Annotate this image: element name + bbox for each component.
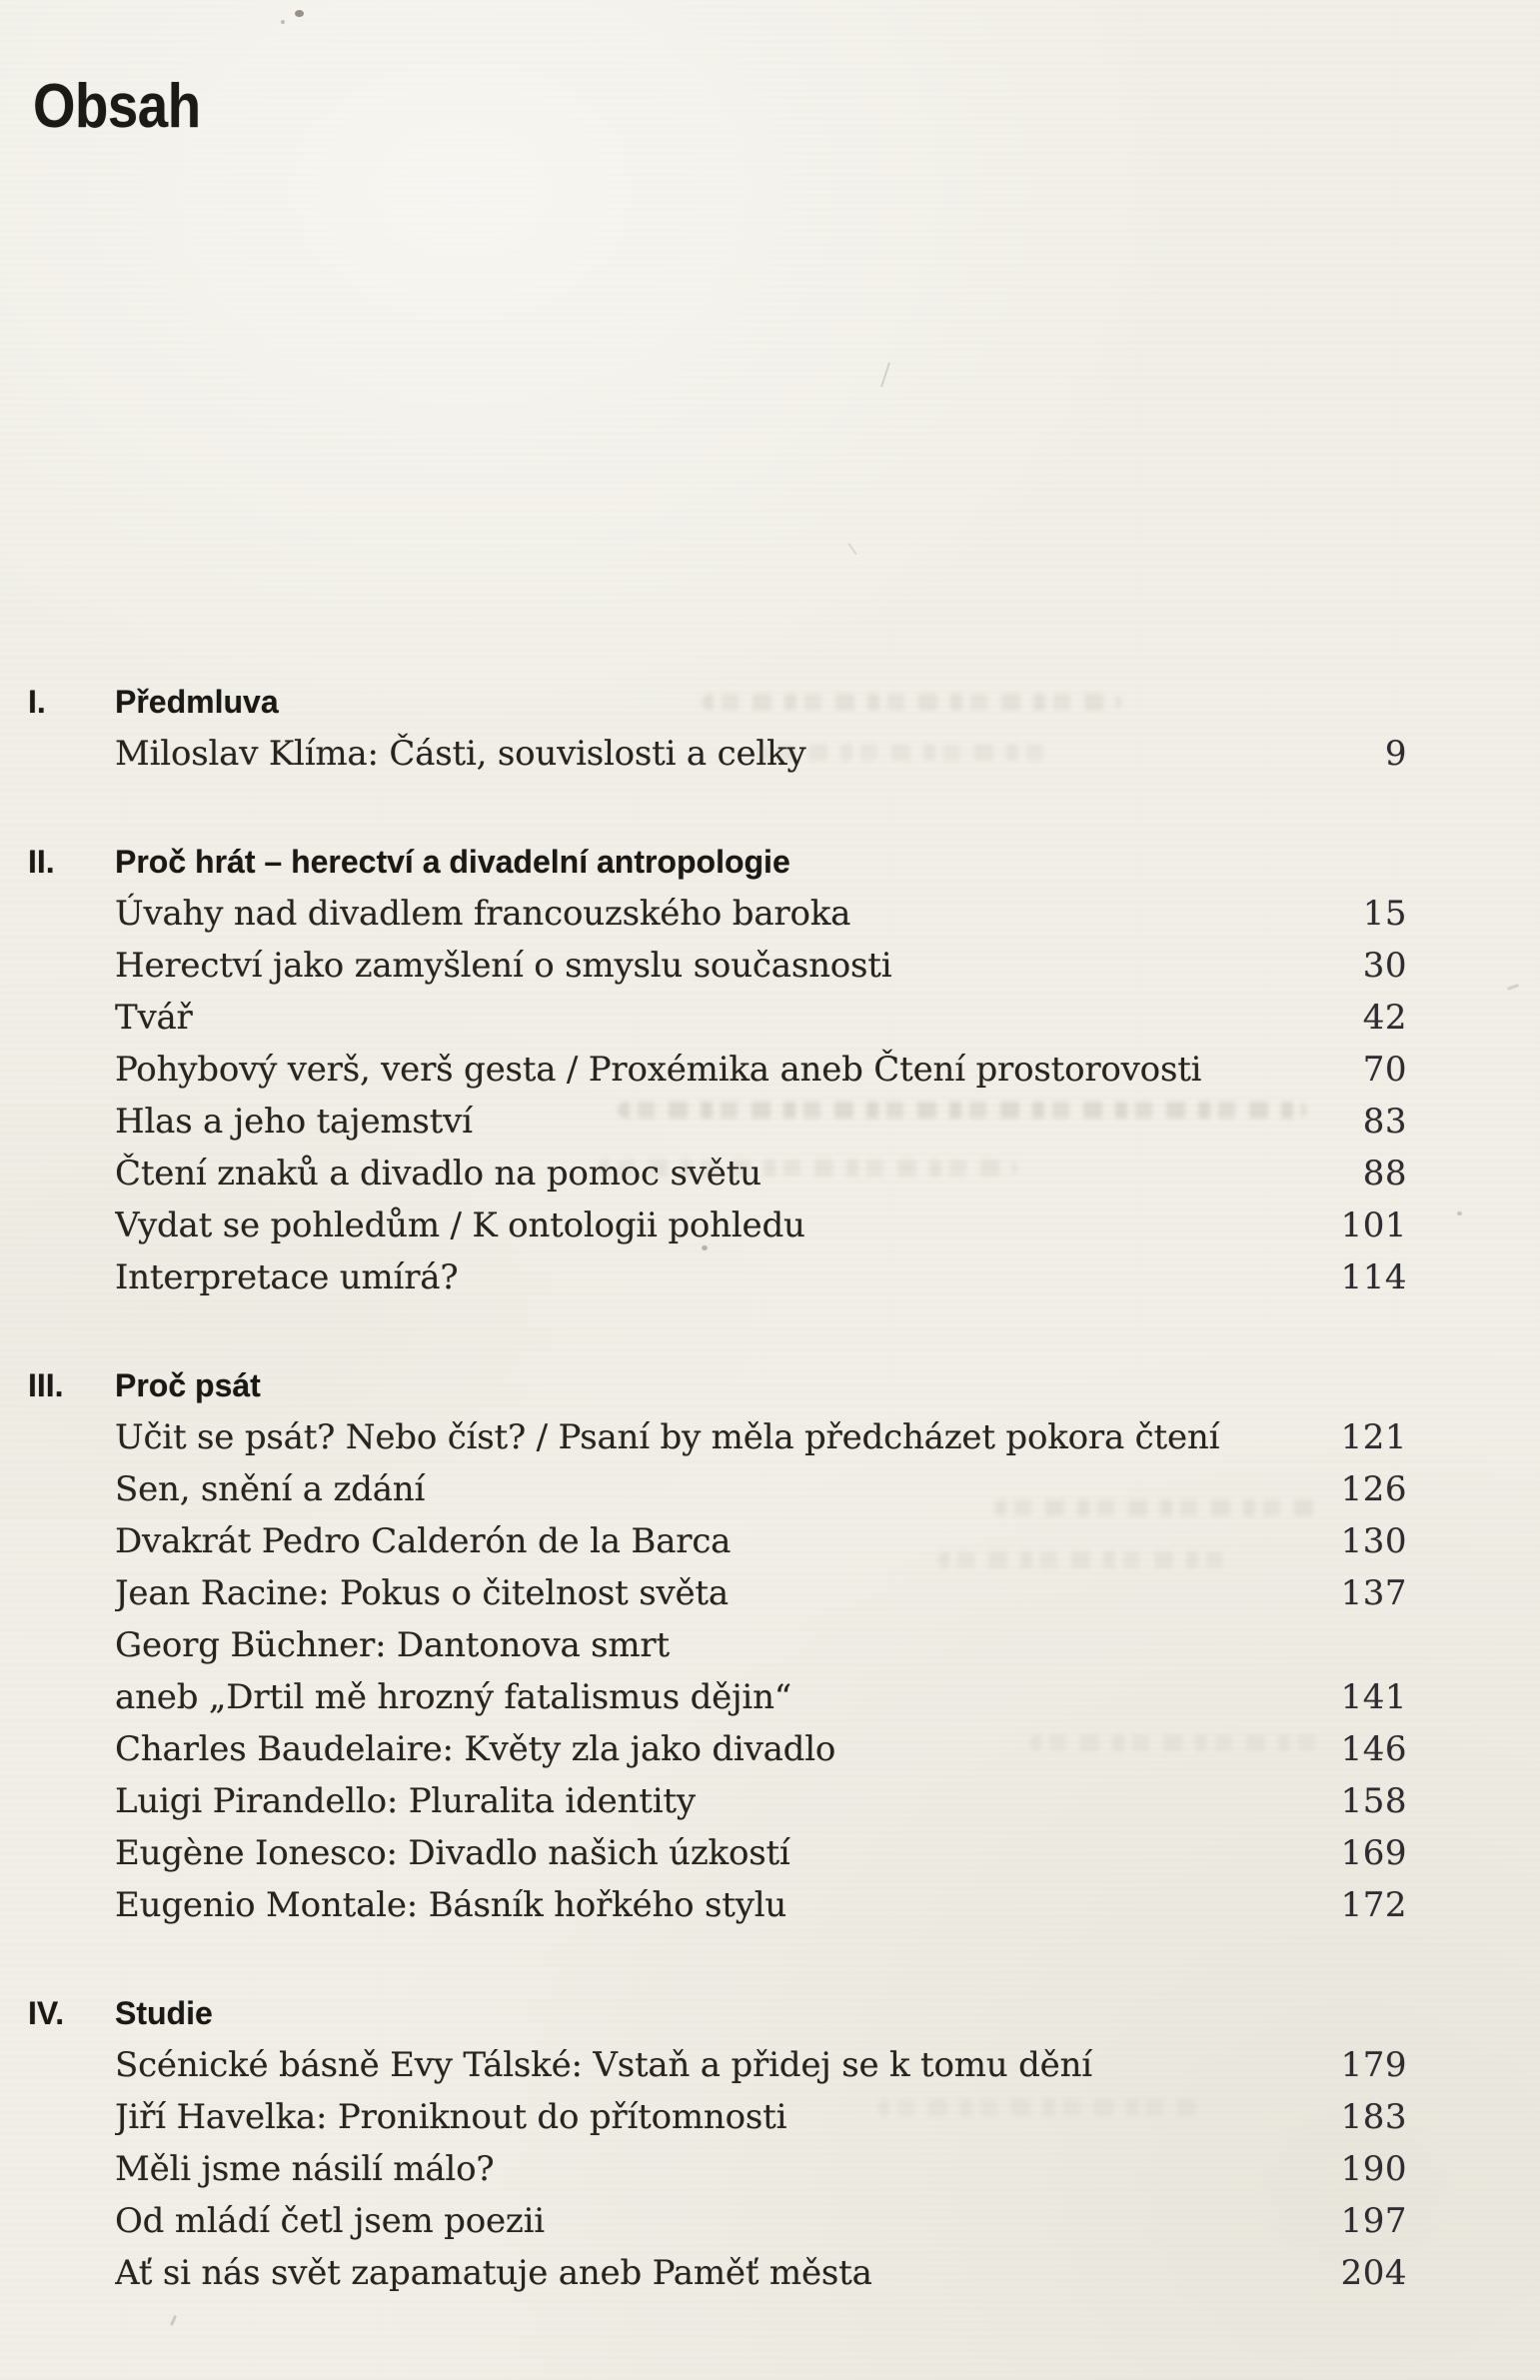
entry-title: Herectví jako zamyšlení o smyslu současnosti bbox=[115, 946, 892, 986]
toc-section-2 bbox=[0, 836, 1407, 1303]
bleedthrough-smudge bbox=[598, 1160, 1017, 1177]
toc-entry bbox=[0, 1199, 1407, 1251]
entry-page-number: 70 bbox=[1362, 1050, 1407, 1090]
entry-page-number: 183 bbox=[1340, 2097, 1407, 2137]
bleedthrough-smudge bbox=[937, 1551, 1227, 1568]
entry-title: Luigi Pirandello: Pluralita identity bbox=[115, 1781, 696, 1821]
section-header bbox=[0, 836, 1407, 888]
toc-entry bbox=[0, 1567, 1407, 1619]
bleedthrough-smudge bbox=[702, 694, 1121, 711]
paper-fiber bbox=[1507, 984, 1519, 991]
section-numeral: I. bbox=[28, 684, 46, 720]
entry-page-number: 204 bbox=[1340, 2253, 1407, 2293]
section-heading: Studie bbox=[115, 1995, 213, 2031]
toc-entry bbox=[0, 2195, 1407, 2247]
toc-entry bbox=[0, 2091, 1407, 2143]
section-numeral: II. bbox=[28, 844, 55, 880]
entry-page-number: 15 bbox=[1362, 894, 1407, 934]
entry-page-number: 30 bbox=[1362, 946, 1407, 986]
entry-title: Měli jsme násilí málo? bbox=[115, 2149, 495, 2189]
section-header bbox=[0, 1987, 1407, 2039]
section-heading: Proč psát bbox=[115, 1367, 261, 1403]
toc-entry bbox=[0, 1827, 1407, 1879]
section-heading: Předmluva bbox=[115, 684, 279, 720]
entry-title: Hlas a jeho tajemství bbox=[115, 1102, 473, 1142]
entry-page-number: 190 bbox=[1340, 2149, 1407, 2189]
entry-page-number: 88 bbox=[1362, 1154, 1407, 1193]
entry-page-number: 172 bbox=[1340, 1885, 1407, 1925]
bleedthrough-smudge bbox=[618, 1102, 1307, 1119]
paper-fiber bbox=[847, 543, 857, 556]
section-header bbox=[0, 1359, 1407, 1411]
bleedthrough-smudge bbox=[994, 1499, 1324, 1516]
entry-page-number: 141 bbox=[1340, 1677, 1407, 1717]
toc-entry bbox=[0, 1879, 1407, 1931]
entry-title: aneb „Drtil mě hrozný fatalismus dějin“ bbox=[115, 1677, 791, 1717]
entry-title: Jiří Havelka: Proniknout do přítomnosti bbox=[115, 2097, 787, 2137]
entry-page-number: 197 bbox=[1340, 2201, 1407, 2241]
entry-title: Charles Baudelaire: Květy zla jako divadlo bbox=[115, 1729, 836, 1769]
paper-fiber bbox=[880, 362, 890, 387]
entry-page-number: 146 bbox=[1340, 1729, 1407, 1769]
entry-title: Pohybový verš, verš gesta / Proxémika aneb Čtení prostorovosti bbox=[115, 1050, 1202, 1090]
entry-title: Eugène Ionesco: Divadlo našich úzkostí bbox=[115, 1833, 790, 1873]
entry-title: Ať si nás svět zapamatuje aneb Paměť města bbox=[115, 2253, 872, 2293]
toc-entry bbox=[0, 940, 1407, 992]
entry-title: Georg Büchner: Dantonova smrt bbox=[115, 1625, 670, 1665]
entry-title: Scénické básně Evy Tálské: Vstaň a přidej se k tomu dění bbox=[115, 2045, 1092, 2085]
toc-entry bbox=[0, 992, 1407, 1044]
page-title: Obsah bbox=[33, 72, 201, 141]
section-numeral: IV. bbox=[28, 1995, 65, 2031]
entry-title: Miloslav Klíma: Části, souvislosti a celky bbox=[115, 734, 806, 774]
entry-page-number: 9 bbox=[1384, 734, 1407, 774]
toc-entry bbox=[0, 1619, 1407, 1671]
toc-entry bbox=[0, 728, 1407, 780]
toc-entry bbox=[0, 1251, 1407, 1303]
entry-page-number: 158 bbox=[1340, 1781, 1407, 1821]
entry-page-number: 126 bbox=[1340, 1469, 1407, 1509]
toc-entry bbox=[0, 2247, 1407, 2299]
entry-title: Interpretace umírá? bbox=[115, 1257, 459, 1297]
entry-title: Sen, snění a zdání bbox=[115, 1469, 426, 1509]
toc-entry bbox=[0, 1671, 1407, 1723]
entry-page-number: 121 bbox=[1340, 1417, 1407, 1457]
entry-title: Čtení znaků a divadlo na pomoc světu bbox=[115, 1154, 762, 1193]
bleedthrough-smudge bbox=[877, 2099, 1197, 2116]
toc-entry bbox=[0, 2039, 1407, 2091]
toc-section-1 bbox=[0, 676, 1407, 780]
paper-speck bbox=[295, 10, 304, 17]
entry-page-number: 169 bbox=[1340, 1833, 1407, 1873]
entry-page-number: 83 bbox=[1362, 1102, 1407, 1142]
entry-page-number: 114 bbox=[1340, 1257, 1407, 1297]
section-numeral: III. bbox=[28, 1367, 64, 1403]
section-heading: Proč hrát – herectví a divadelní antropologie bbox=[115, 844, 790, 880]
toc-entry bbox=[0, 1044, 1407, 1096]
entry-title: Učit se psát? Nebo číst? / Psaní by měla předcházet pokora čtení bbox=[115, 1417, 1220, 1457]
toc-entry bbox=[0, 2143, 1407, 2195]
entry-page-number: 130 bbox=[1340, 1521, 1407, 1561]
entry-page-number: 101 bbox=[1340, 1205, 1407, 1245]
entry-title: Eugenio Montale: Básník hořkého stylu bbox=[115, 1885, 787, 1925]
entry-title: Od mládí četl jsem poezii bbox=[115, 2201, 545, 2241]
entry-title: Vydat se pohledům / K ontologii pohledu bbox=[115, 1205, 805, 1245]
paper-speck bbox=[1457, 1211, 1462, 1215]
entry-title: Úvahy nad divadlem francouzského baroka bbox=[115, 894, 851, 934]
bleedthrough-smudge bbox=[758, 744, 1057, 761]
entry-page-number: 179 bbox=[1340, 2045, 1407, 2085]
toc-section-4 bbox=[0, 1987, 1407, 2299]
paper-speck bbox=[281, 20, 285, 24]
paper-speck bbox=[702, 1245, 708, 1250]
toc-entry bbox=[0, 888, 1407, 940]
entry-title: Dvakrát Pedro Calderón de la Barca bbox=[115, 1521, 732, 1561]
entry-page-number: 42 bbox=[1362, 998, 1407, 1038]
toc-entry bbox=[0, 1411, 1407, 1463]
entry-title: Tvář bbox=[115, 998, 193, 1038]
entry-page-number: 137 bbox=[1340, 1573, 1407, 1613]
bleedthrough-smudge bbox=[1029, 1734, 1329, 1751]
entry-title: Jean Racine: Pokus o čitelnost světa bbox=[115, 1573, 729, 1613]
toc-entry bbox=[0, 1775, 1407, 1827]
toc-section-3 bbox=[0, 1359, 1407, 1931]
